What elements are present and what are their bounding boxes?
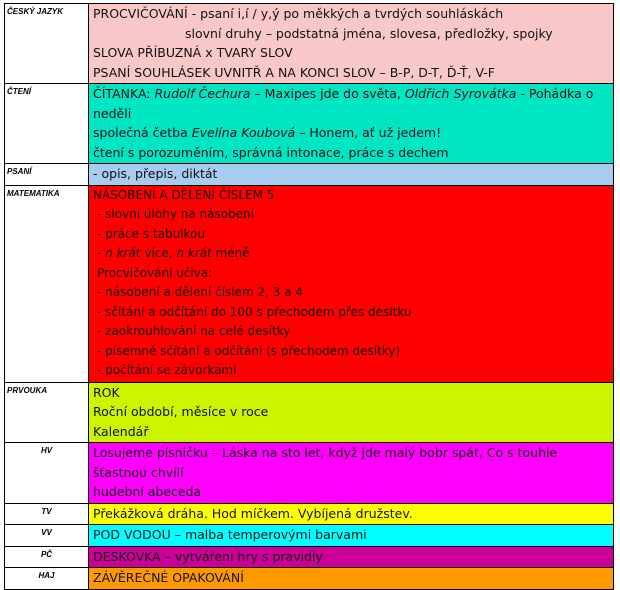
text-span: ČÍTANKA: <box>93 86 155 101</box>
text-line: POD VODOU – malba temperovými barvami <box>93 527 367 542</box>
weekly-plan-table <box>4 3 614 590</box>
text-line: Překážková dráha. Hod míčkem. Vybíjená družstev. <box>93 505 413 521</box>
content-pc <box>89 546 614 568</box>
text-span: společná četba <box>93 125 192 140</box>
row-pc <box>5 546 614 568</box>
text-span: – Maxipes jde do světa, <box>250 86 405 101</box>
text-line: Kalendář <box>93 423 149 439</box>
author-name: Oldřich Syrovátka <box>404 86 517 101</box>
row-matematika <box>5 185 614 382</box>
row-psani <box>5 164 614 186</box>
text-line: hudební abeceda <box>93 484 202 499</box>
content-cteni <box>89 84 614 164</box>
text-span: - <box>97 246 106 260</box>
content-hv <box>89 443 614 504</box>
content-tv <box>89 503 614 525</box>
text-line: - násobení a dělení číslem 2, 3 a 4 <box>97 285 304 299</box>
text-line <box>93 84 609 123</box>
content-psani <box>89 164 614 186</box>
row-hv <box>5 443 614 504</box>
row-haj <box>5 568 614 590</box>
text-line: slovní druhy – podstatná jména, slovesa, předložky, spojky <box>185 25 553 41</box>
text-line: - opis, přepis, diktát <box>93 166 218 181</box>
text-line: Procvičování učiva: <box>97 265 213 280</box>
content-vv <box>89 525 614 547</box>
text-line: - písemné sčítání a odčítání (s přechodem desítky) <box>97 343 401 358</box>
subject-label: PČ <box>5 546 89 568</box>
text-line: - slovní úlohy na násobení <box>97 207 254 221</box>
row-vv <box>5 525 614 547</box>
row-prvouka <box>5 382 614 443</box>
text-line: ZÁVĚREČNÉ OPAKOVÁNÍ <box>93 570 244 585</box>
row-cesky-jazyk <box>5 4 614 84</box>
subject-label: HV <box>5 443 89 504</box>
author-name: Evelína Koubová <box>191 125 296 140</box>
author-name: Rudolf Čechura <box>154 86 251 101</box>
subject-label: ČTENÍ <box>5 84 89 164</box>
subject-label: MATEMATIKA <box>5 185 89 382</box>
text-line: SLOVA PŘÍBUZNÁ x TVARY SLOV <box>93 45 293 60</box>
content-cesky-jazyk <box>89 4 614 84</box>
text-span: n krát <box>176 246 212 260</box>
text-line: - práce s tabulkou <box>97 226 205 241</box>
content-prvouka <box>89 382 614 443</box>
subject-label: ČESKÝ JAZYK <box>5 4 89 84</box>
text-line: ROK <box>93 384 120 400</box>
row-tv <box>5 503 614 525</box>
subject-label: VV <box>5 525 89 547</box>
text-line: čtení s porozuměním, správná intonace, práce s dechem <box>93 144 449 160</box>
text-span: - Pohádka o neděli <box>93 86 594 121</box>
subject-label: HAJ <box>5 568 89 590</box>
subject-label: PSANÍ <box>5 164 89 186</box>
text-line: Roční období, měsíce v roce <box>93 404 269 419</box>
content-matematika <box>89 185 614 382</box>
text-line: PROCVIČOVÁNÍ - psaní i,í / y,ý po měkkých a tvrdých souhláskách <box>93 6 504 21</box>
text-line: - sčítání a odčítání do 100 s přechodem přes desítku <box>97 304 412 319</box>
content-haj <box>89 568 614 590</box>
text-span: – Honem, ať už jedem! <box>295 125 442 140</box>
subject-label: TV <box>5 503 89 525</box>
text-line: - zaokrouhlování na celé desítky <box>97 324 291 338</box>
text-span: méně <box>211 246 250 260</box>
text-line: Losujeme písničku – Láska na sto let, když jde malý bobr spát, Co s touhle šťastnou chvílí <box>93 445 558 480</box>
text-line: PSANÍ SOUHLÁSEK UVNITŘ A NA KONCI SLOV – B-P, D-T, Ď-Ť, V-F <box>93 64 495 80</box>
text-span: více, <box>140 246 177 260</box>
text-line: DESKOVKA – vytváření hry s pravidly <box>93 548 323 564</box>
text-line <box>93 244 609 264</box>
text-line: - počítání se závorkami <box>97 363 237 377</box>
text-line <box>93 123 609 143</box>
text-line: NÁSOBENÍ A DĚLENÍ ČÍSLEM 5 <box>93 187 275 202</box>
text-span: n krát <box>105 246 141 260</box>
row-cteni <box>5 84 614 164</box>
subject-label: PRVOUKA <box>5 382 89 443</box>
